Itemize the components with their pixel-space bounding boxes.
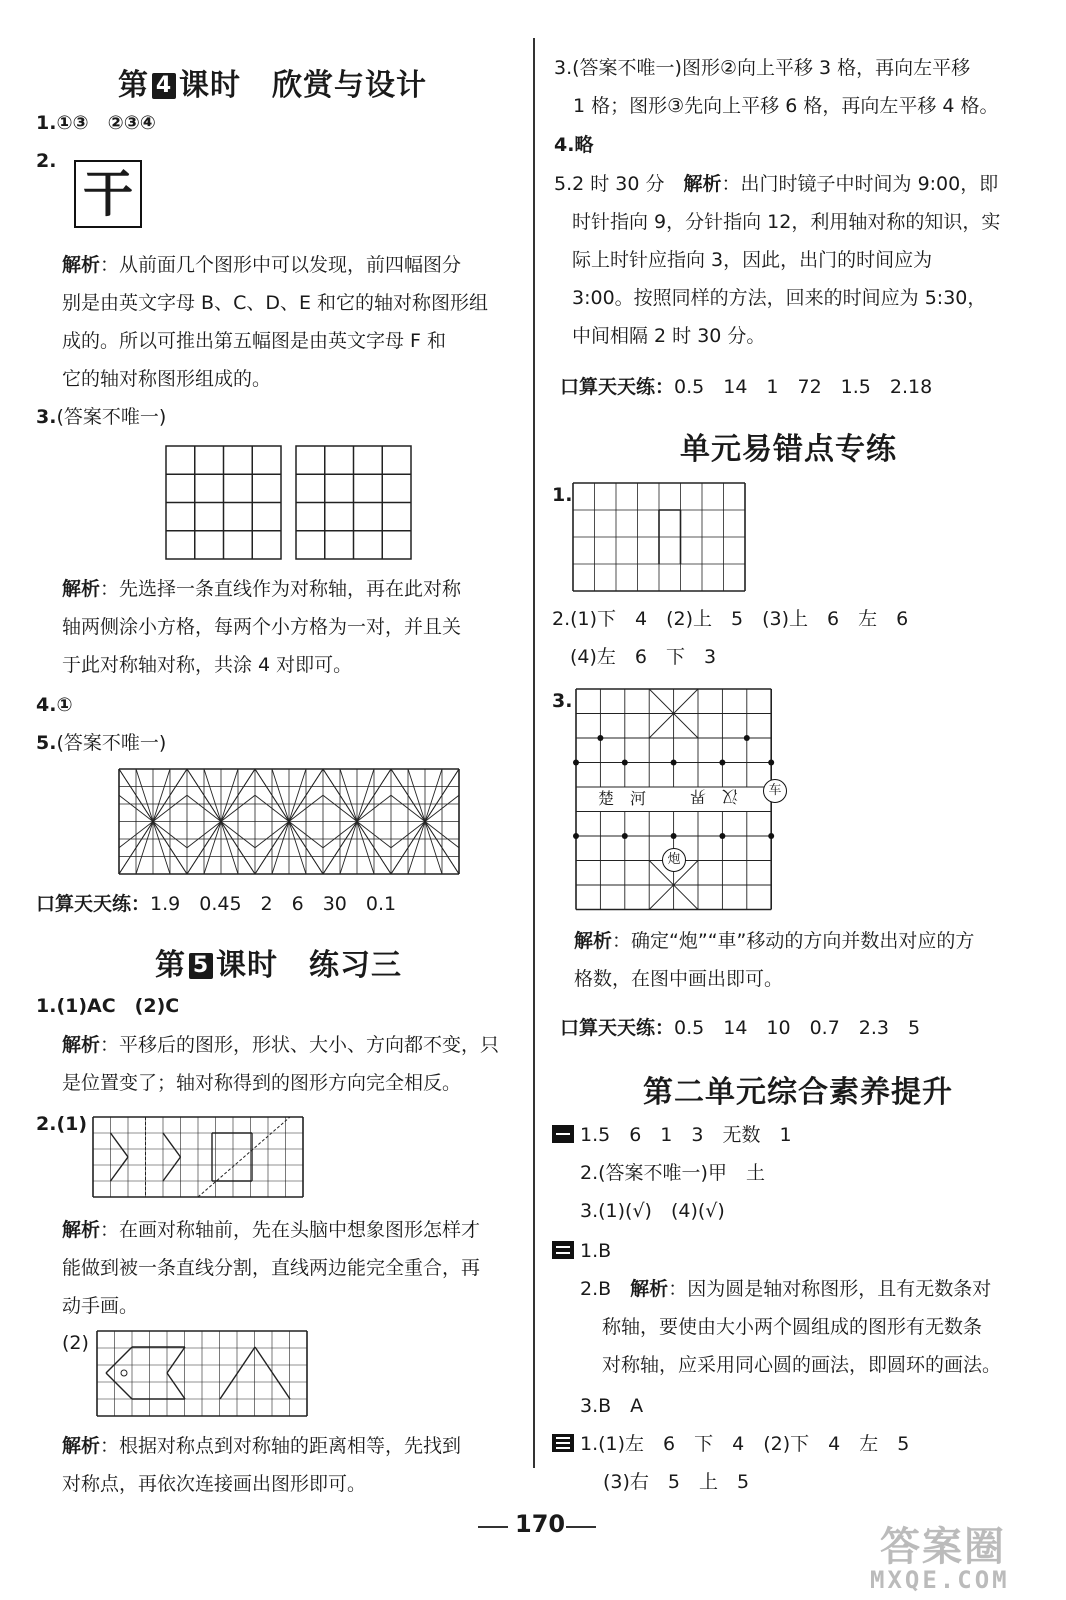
s2-answer-2: 2.B 解析：因为圆是轴对称图形，且有无数条对 称轴，要使由大小两个圆组成的图形有无数条 对称轴，应采用同心圆的画法，即圆环的画法。 bbox=[580, 1278, 1002, 1376]
exercise-1: 1.(1)AC (2)C bbox=[36, 995, 180, 1017]
exercise-2-analysis: 解析：在画对称轴前，先在头脑中想象图形怎样才 能做到被一条直线分割，直线两边能完全重合，再 动手画。 bbox=[62, 1219, 481, 1317]
page-number: 170 bbox=[515, 1510, 566, 1538]
exercise-2b-grid bbox=[96, 1330, 308, 1420]
s1-answer-3: 3.(1)(√) (4)(√) bbox=[580, 1200, 725, 1222]
section-two-mark bbox=[552, 1241, 578, 1261]
chess-piece-che: 车 bbox=[763, 779, 787, 803]
river-left-label: 楚 河 bbox=[598, 789, 647, 808]
answer-2-label: 2. bbox=[36, 150, 57, 172]
lesson4-title: 第 4 课时 欣赏与设计 bbox=[118, 68, 427, 103]
answer-2-analysis: 解析：从前面几个图形中可以发现，前四幅图分 别是由英文字母 B、C、D、E 和它的轴对称图形组 成的。所以可推出第五幅图是由英文字母 F 和 它的轴对称图形组成的。 bbox=[62, 254, 489, 390]
answer-3-analysis: 解析：先选择一条直线作为对称轴，再在此对称 轴两侧涂小方格，每两个小方格为一对，并且关 于此对称轴对称，共涂 4 对即可。 bbox=[62, 578, 462, 676]
exercise-2-grid bbox=[92, 1113, 304, 1199]
answer-3-grids bbox=[165, 445, 415, 561]
kousuan-1: 口算天天练：1.9 0.45 2 6 30 0.1 bbox=[36, 893, 397, 915]
unit-1-label: 1. bbox=[552, 484, 573, 506]
kousuan-2: 口算天天练：0.5 14 1 72 1.5 2.18 bbox=[560, 376, 933, 398]
answer-5-pattern bbox=[118, 768, 462, 876]
exercise-2-label: 2.(1) bbox=[36, 1113, 88, 1135]
s3-answer-1: 1.(1)左 6 下 4 (2)下 4 左 5 bbox=[580, 1433, 910, 1455]
unit-3-analysis: 解析：确定“炮”“車”移动的方向并数出对应的方 格数，在图中画出即可。 bbox=[574, 930, 975, 990]
answer-3-label: 3.(答案不唯一) bbox=[36, 406, 167, 428]
lesson-number-badge: 5 bbox=[189, 953, 213, 979]
unit-2: 2.(1)下 4 (2)上 5 (3)上 6 左 6 (4)左 6 下 3 bbox=[552, 608, 909, 668]
comprehensive-title: 第二单元综合素养提升 bbox=[643, 1075, 953, 1110]
s3-answer-2: (3)右 5 上 5 bbox=[603, 1471, 750, 1493]
answer-2-char-box: 干 bbox=[74, 160, 142, 228]
chess-board bbox=[570, 686, 790, 916]
unit-1-grid bbox=[572, 482, 746, 594]
section-three-mark bbox=[552, 1434, 578, 1454]
lesson5-title: 第 5 课时 练习三 bbox=[155, 948, 402, 983]
answer-r5: 5.2 时 30 分 解析：出门时镜子中时间为 9:00，即 时针指向 9，分针指向 12，利用轴对称的知识，实 际上时针应指向 3，因此，出门的时间应为 3:00。按照同样的方法，回来的时间应为 5:30， 中间相隔 2 时 30 分。 bbox=[554, 173, 1001, 347]
exercise-1-analysis: 解析：平移后的图形，形状、大小、方向都不变，只 是位置变了；轴对称得到的图形方向完全相反。 bbox=[62, 1034, 500, 1094]
exercise-2b-analysis: 解析：根据对称点到对称轴的距离相等，先找到 对称点，再依次连接画出图形即可。 bbox=[62, 1435, 462, 1495]
answer-1: 1.①③ ②③④ bbox=[36, 112, 156, 134]
s2-answer-1: 1.B bbox=[580, 1240, 612, 1262]
kousuan-3: 口算天天练：0.5 14 10 0.7 2.3 5 bbox=[560, 1017, 921, 1039]
chess-piece-pao: 炮 bbox=[662, 848, 686, 872]
footer-dash-right bbox=[566, 1526, 596, 1528]
answer-4: 4.① bbox=[36, 694, 73, 716]
s1-answer-1: 1.5 6 1 3 无数 1 bbox=[580, 1124, 792, 1146]
answer-r4: 4.略 bbox=[554, 134, 594, 156]
footer-dash-left bbox=[478, 1526, 508, 1528]
answer-5-label: 5.(答案不唯一) bbox=[36, 732, 167, 754]
unit-3-label: 3. bbox=[552, 690, 573, 712]
section-one-mark bbox=[552, 1125, 578, 1145]
answer-r3: 3.(答案不唯一)图形②向上平移 3 格，再向左平移 1 格；图形③先向上平移 6 格，再向左平移 4 格。 bbox=[554, 57, 999, 117]
river-right-label: 汉 界 bbox=[690, 787, 739, 806]
unit-title: 单元易错点专练 bbox=[680, 432, 897, 467]
watermark-url: MXQE.COM bbox=[870, 1566, 1010, 1594]
lesson-number-badge: 4 bbox=[152, 73, 176, 99]
s1-answer-2: 2.(答案不唯一)甲 土 bbox=[580, 1162, 765, 1184]
column-divider bbox=[533, 38, 535, 1468]
s2-answer-3: 3.B A bbox=[580, 1395, 644, 1417]
watermark-logo: 答案圈 bbox=[880, 1524, 1006, 1570]
exercise-2b-label: (2) bbox=[62, 1332, 89, 1354]
